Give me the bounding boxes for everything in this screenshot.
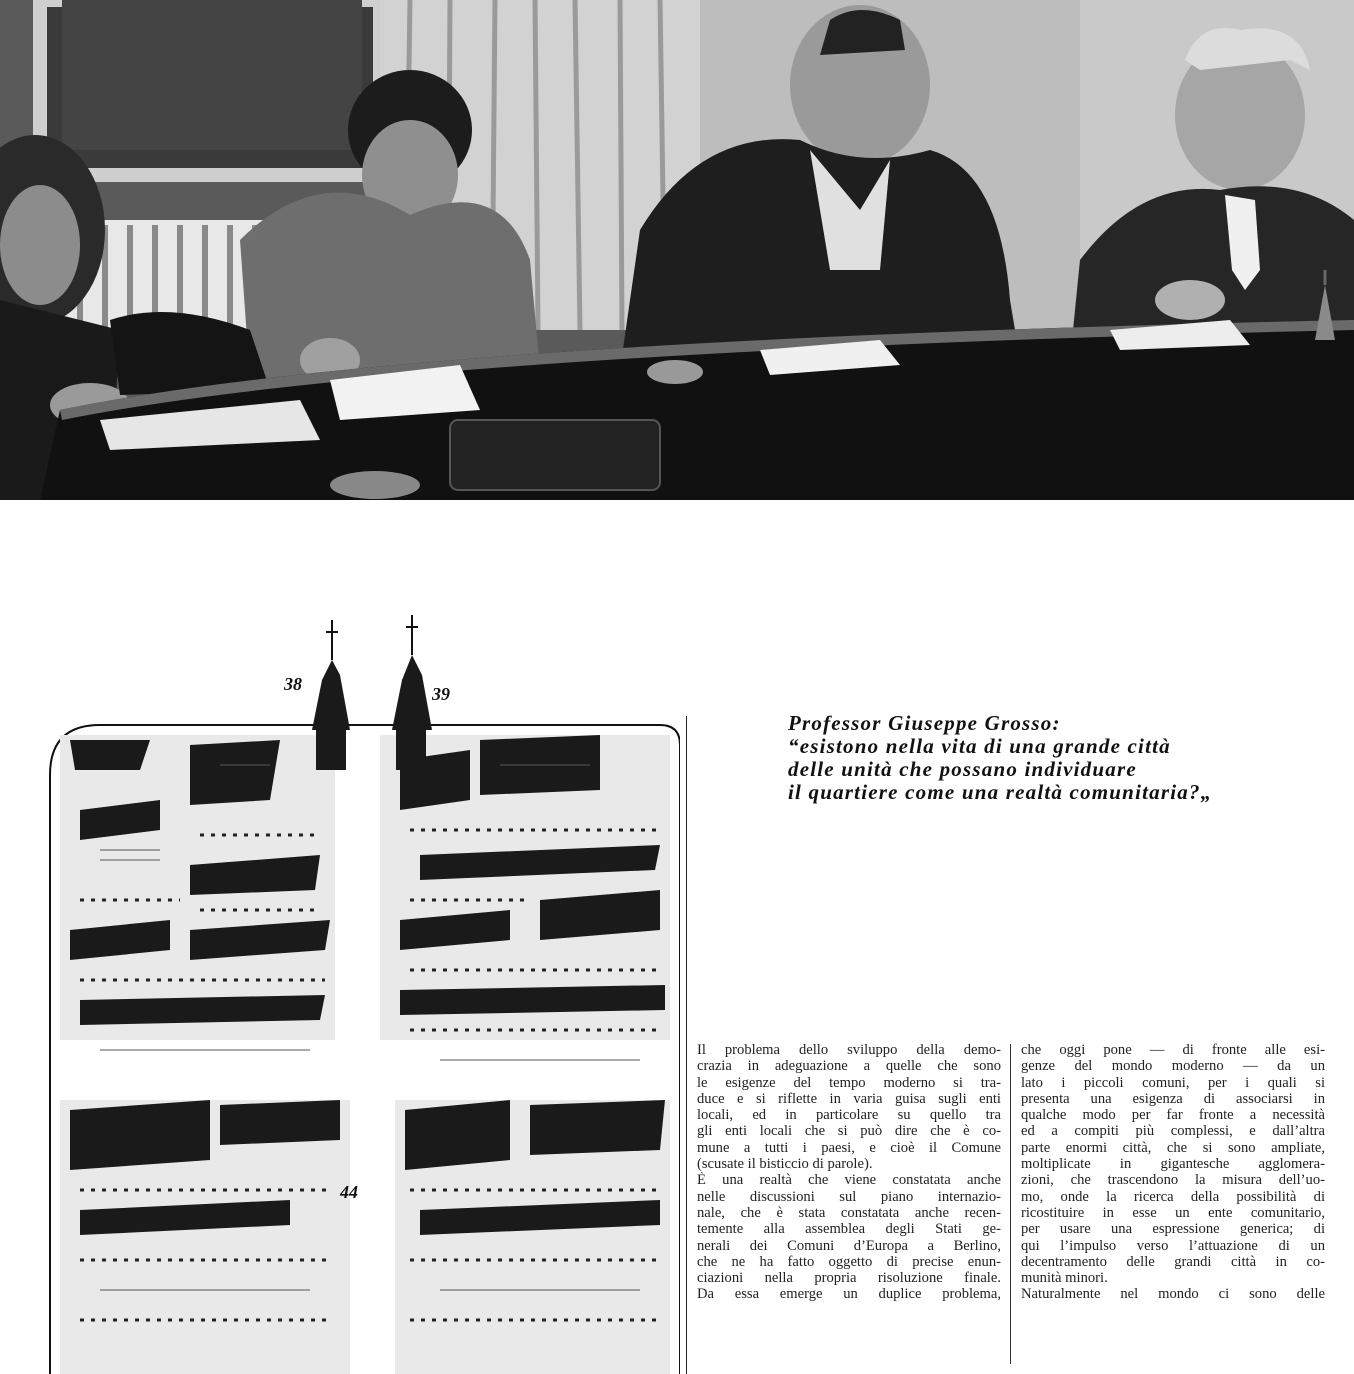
conference-photo-drawing [0,0,1354,500]
text-line: moltiplicate in gigantesche agglomera- [1021,1156,1325,1173]
text-line: ricostituire in esse un ente comunitario, [1021,1204,1325,1221]
column-divider [686,716,687,1374]
text-line: mune a tutti i paesi, e cioè il Comune [697,1139,1001,1156]
city-engraving [40,600,680,1374]
text-line: crazia in adeguazione a quelle che sono [697,1058,1001,1075]
engraving-number-44: 44 [340,1182,358,1202]
engraving-number-39: 39 [432,684,450,704]
text-line: zioni, che trascendono la misura dell’uo- [1021,1172,1325,1189]
text-line: Naturalmente nel mondo ci sono delle [1021,1286,1325,1303]
engraving-number-38: 38 [284,674,302,694]
text-line: per usare una espressione generica; di [1021,1221,1325,1238]
text-line: Da essa emerge un duplice problema, [697,1286,1001,1303]
article-column-2 [1021,1042,1325,1303]
text-line: nale, che è stata constatata anche recen- [697,1204,1001,1221]
inner-column-divider [1010,1044,1011,1364]
text-line: le esigenze del tempo moderno si tra- [697,1074,1001,1091]
text-line: ed a compiti più complessi, e dall’altra [1021,1123,1325,1140]
text-line: qui l’impulso verso l’attuazione di un [1021,1237,1325,1254]
text-line: duce e si riflette in varia guisa sugli enti [697,1090,1001,1107]
text-line: qualche modo per far fronte a necessità [1021,1107,1325,1124]
text-line: ciazioni nella propria risoluzione finale. [697,1270,1001,1287]
text-line: È una realtà che viene constatata anche [697,1172,1001,1189]
text-line: locali, ed in particolare su quello tra [697,1107,1001,1124]
text-line: lato i piccoli comuni, per i quali si [1021,1074,1325,1091]
text-line: che ne ha fatto oggetto di precise enun- [697,1253,1001,1270]
text-line: che oggi pone — di fronte alle esi- [1021,1042,1325,1058]
text-line: munità minori. [1021,1270,1108,1287]
text-line: temente alla assemblea degli Stati ge- [697,1221,1001,1238]
text-line: decentramento delle grandi città in co- [1021,1253,1325,1270]
headline-line-3: delle unità che possano individuare [788,757,1137,781]
text-line: parte enormi città, che si sono ampliate, [1021,1139,1325,1156]
text-line: gli enti locali che si può dire che è co- [697,1123,1001,1140]
headline-line-2: “esistono nella vita di una grande città [788,734,1171,758]
text-line: Il problema dello sviluppo della demo- [697,1042,1001,1058]
city-engraving-drawing [40,600,680,1374]
text-line: mo, onde la ricerca della possibilità di [1021,1188,1325,1205]
text-line: genze del mondo moderno — da un [1021,1058,1325,1075]
headline-line-1: Professor Giuseppe Grosso: [788,711,1061,735]
text-line: presenta una esigenza di associarsi in [1021,1090,1325,1107]
conference-photo [0,0,1354,500]
article-column-1 [697,1042,1001,1303]
text-line: nerali dei Comuni d’Europa a Berlino, [697,1237,1001,1254]
headline-line-4: il quartiere come una realtà comunitaria?„ [788,780,1213,804]
headline [788,712,1348,804]
text-line: (scusate il bisticcio di parole). [697,1156,873,1173]
text-line: nelle discussioni sul piano internazio- [697,1188,1001,1205]
